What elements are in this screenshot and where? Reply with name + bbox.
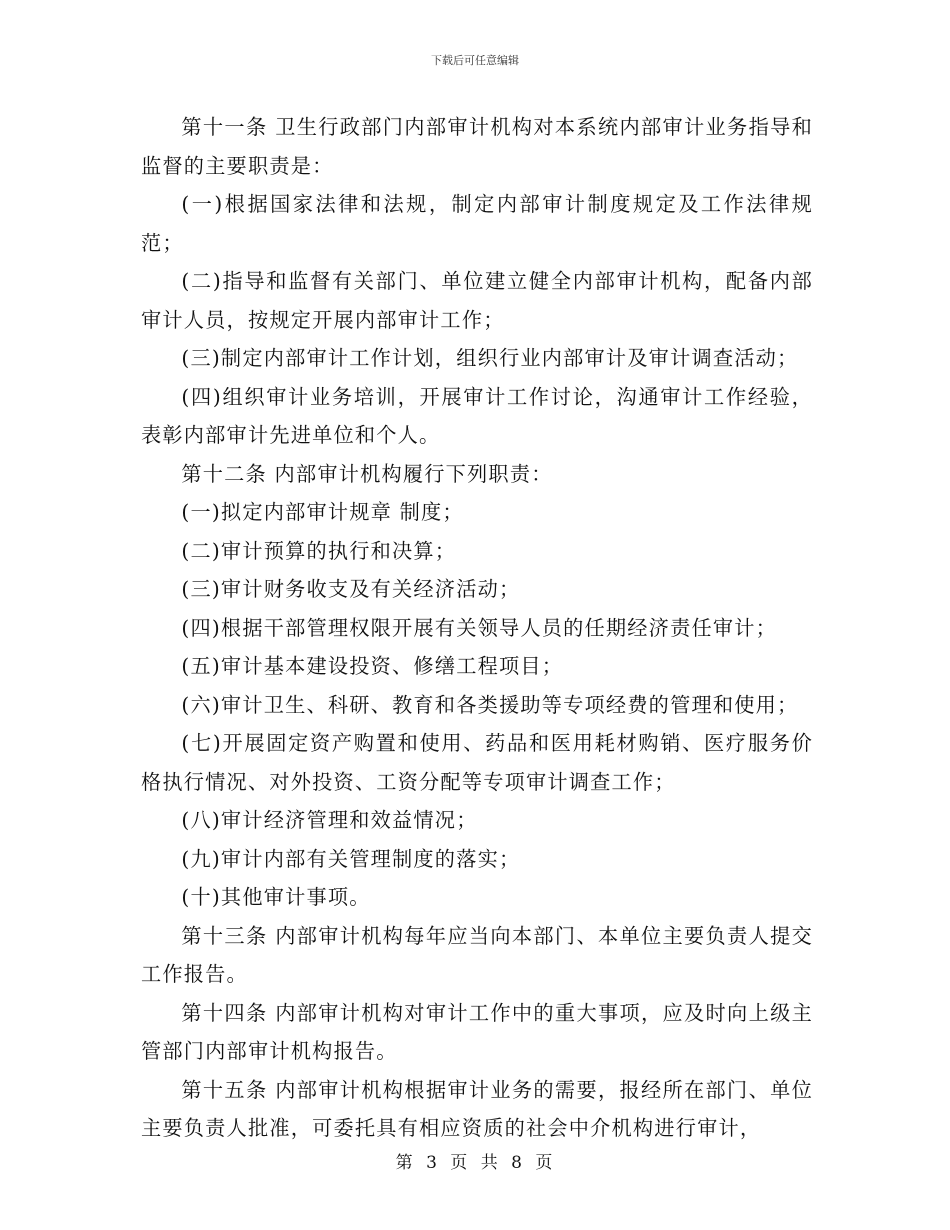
paragraph-item: (一)根据国家法律和法规，制定内部审计制度规定及工作法律规范； xyxy=(141,192,813,255)
paragraph-item: (三)制定内部审计工作计划，组织行业内部审计及审计调查活动； xyxy=(181,346,799,370)
paragraph-item: (二)审计预算的执行和决算； xyxy=(181,538,457,563)
paragraph-article-15: 第十五条 内部审计机构根据审计业务的需要，报经所在部门、单位主要负责人批准，可委托具有相应资质的社会中介机构进行审计， xyxy=(141,1077,813,1140)
footer-current-page: 3 xyxy=(426,1153,439,1173)
paragraph-item: (六)审计卫生、科研、教育和各类援助等专项经费的管理和使用； xyxy=(181,692,799,717)
paragraph-item: (四)组织审计业务培训，开展审计工作讨论，沟通审计工作经验，表彰内部审计先进单位和个人。 xyxy=(141,384,813,447)
paragraph-item: (八)审计经济管理和效益情况； xyxy=(181,808,478,832)
footer-label-total: 共 xyxy=(480,1153,500,1173)
paragraph-article-11: 第十一条 卫生行政部门内部审计机构对本系统内部审计业务指导和监督的主要职责是： xyxy=(141,115,813,178)
paragraph-item: (三)审计财务收支及有关经济活动； xyxy=(181,577,521,601)
page-footer xyxy=(0,1148,950,1173)
paragraph-article-13: 第十三条 内部审计机构每年应当向本部门、本单位主要负责人提交工作报告。 xyxy=(141,923,813,986)
paragraph-item: (十)其他审计事项。 xyxy=(181,885,371,909)
footer-total-pages: 8 xyxy=(511,1153,524,1173)
paragraph-article-14: 第十四条 内部审计机构对审计工作中的重大事项，应及时向上级主管部门内部审计机构报告。 xyxy=(141,1000,813,1063)
page-header-note: 下载后可任意编辑 xyxy=(431,54,519,67)
paragraph-item: (四)根据干部管理权限开展有关领导人员的任期经济责任审计； xyxy=(181,615,778,640)
paragraph-item: (二)指导和监督有关部门、单位建立健全内部审计机构，配备内部审计人员，按规定开展内部审计工作； xyxy=(141,269,813,332)
document-body xyxy=(141,108,813,1148)
paragraph-item: (一)拟定内部审计规章 制度； xyxy=(181,500,464,524)
paragraph-item: (七)开展固定资产购置和使用、药品和医用耗材购销、医疗服务价格执行情况、对外投资、工资分配等专项审计调查工作； xyxy=(141,731,813,794)
footer-label-page: 第 xyxy=(395,1153,415,1173)
footer-label-total-unit: 页 xyxy=(535,1153,555,1173)
paragraph-item: (五)审计基本建设投资、修缮工程项目； xyxy=(181,654,564,678)
paragraph-item: (九)审计内部有关管理制度的落实； xyxy=(181,846,521,871)
paragraph-article-12: 第十二条 内部审计机构履行下列职责： xyxy=(181,461,553,486)
footer-label-page-unit: 页 xyxy=(450,1153,470,1173)
